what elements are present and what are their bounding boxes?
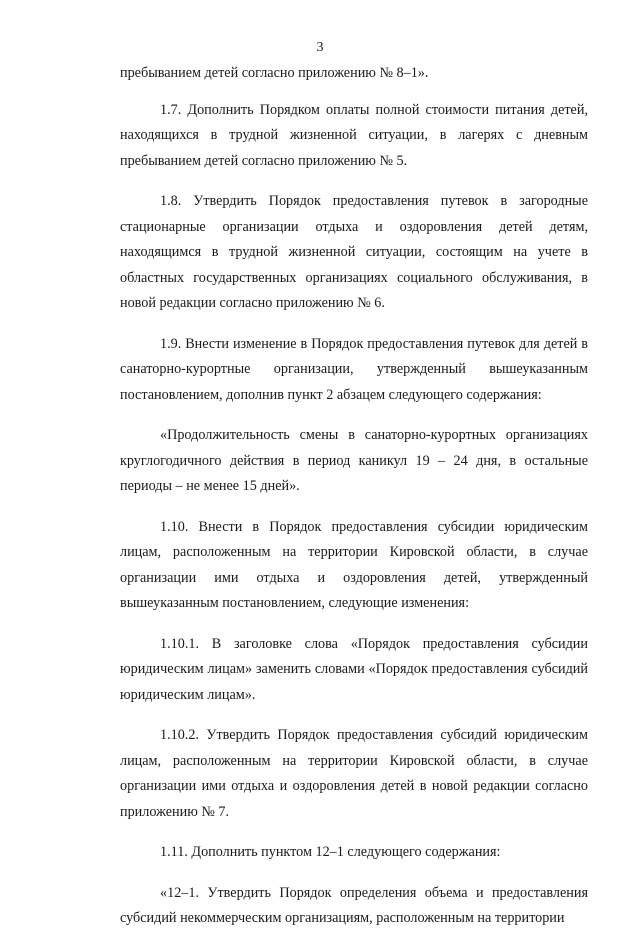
document-body bbox=[120, 61, 588, 947]
paragraph-1-8: 1.8. Утвердить Порядок предоставления путевок в загородные стационарные организации отдыха и оздоровления детей детям, находящимся в трудной жизненной ситуации, состоящим на учете в областных государственных организациях социального обслуживания, в новой редакции согласно приложению № 6. bbox=[120, 193, 588, 311]
paragraph-quote-duration: «Продолжительность смены в санаторно-курортных организациях круглогодичного действия в период каникул 19 – 24 дня, в остальные периоды – не менее 15 дней». bbox=[120, 427, 588, 494]
page-number: 3 bbox=[316, 40, 324, 55]
paragraph-1-10-2: 1.10.2. Утвердить Порядок предоставления субсидий юридическим лицам, расположенным на территории Кировской области, в случае организации ими отдыха и оздоровления детей в новой редакции согласно приложению № 7. bbox=[120, 727, 588, 820]
paragraph-12-1: «12–1. Утвердить Порядок определения объема и предоставления субсидий некоммерческим организациям, расположенным на территории bbox=[120, 884, 588, 926]
paragraph-1-9: 1.9. Внести изменение в Порядок предоставления путевок для детей в санаторно-курортные организации, утвержденный вышеуказанным постановлением, дополнив пункт 2 абзацем следующего содержания: bbox=[120, 335, 588, 403]
paragraph-1-10-1: 1.10.1. В заголовке слова «Порядок предоставления субсидии юридическим лицам» заменить словами «Порядок предоставления субсидий юридическим лицам». bbox=[120, 635, 588, 703]
paragraph-1-11: 1.11. Дополнить пунктом 12–1 следующего содержания: bbox=[160, 844, 501, 860]
paragraph-1-7: 1.7. Дополнить Порядком оплаты полной стоимости питания детей, находящихся в трудной жизненной ситуации, в лагерях с дневным пребыванием детей согласно приложению № 5. bbox=[120, 101, 588, 169]
paragraph-continuation: пребыванием детей согласно приложению № 8–1». bbox=[120, 65, 429, 81]
paragraph-1-10: 1.10. Внести в Порядок предоставления субсидии юридическим лицам, расположенным на территории Кировской области, в случае организации ими отдыха и оздоровления детей, утвержденный вышеуказанным постановлением, следующие изменения: bbox=[120, 518, 588, 611]
